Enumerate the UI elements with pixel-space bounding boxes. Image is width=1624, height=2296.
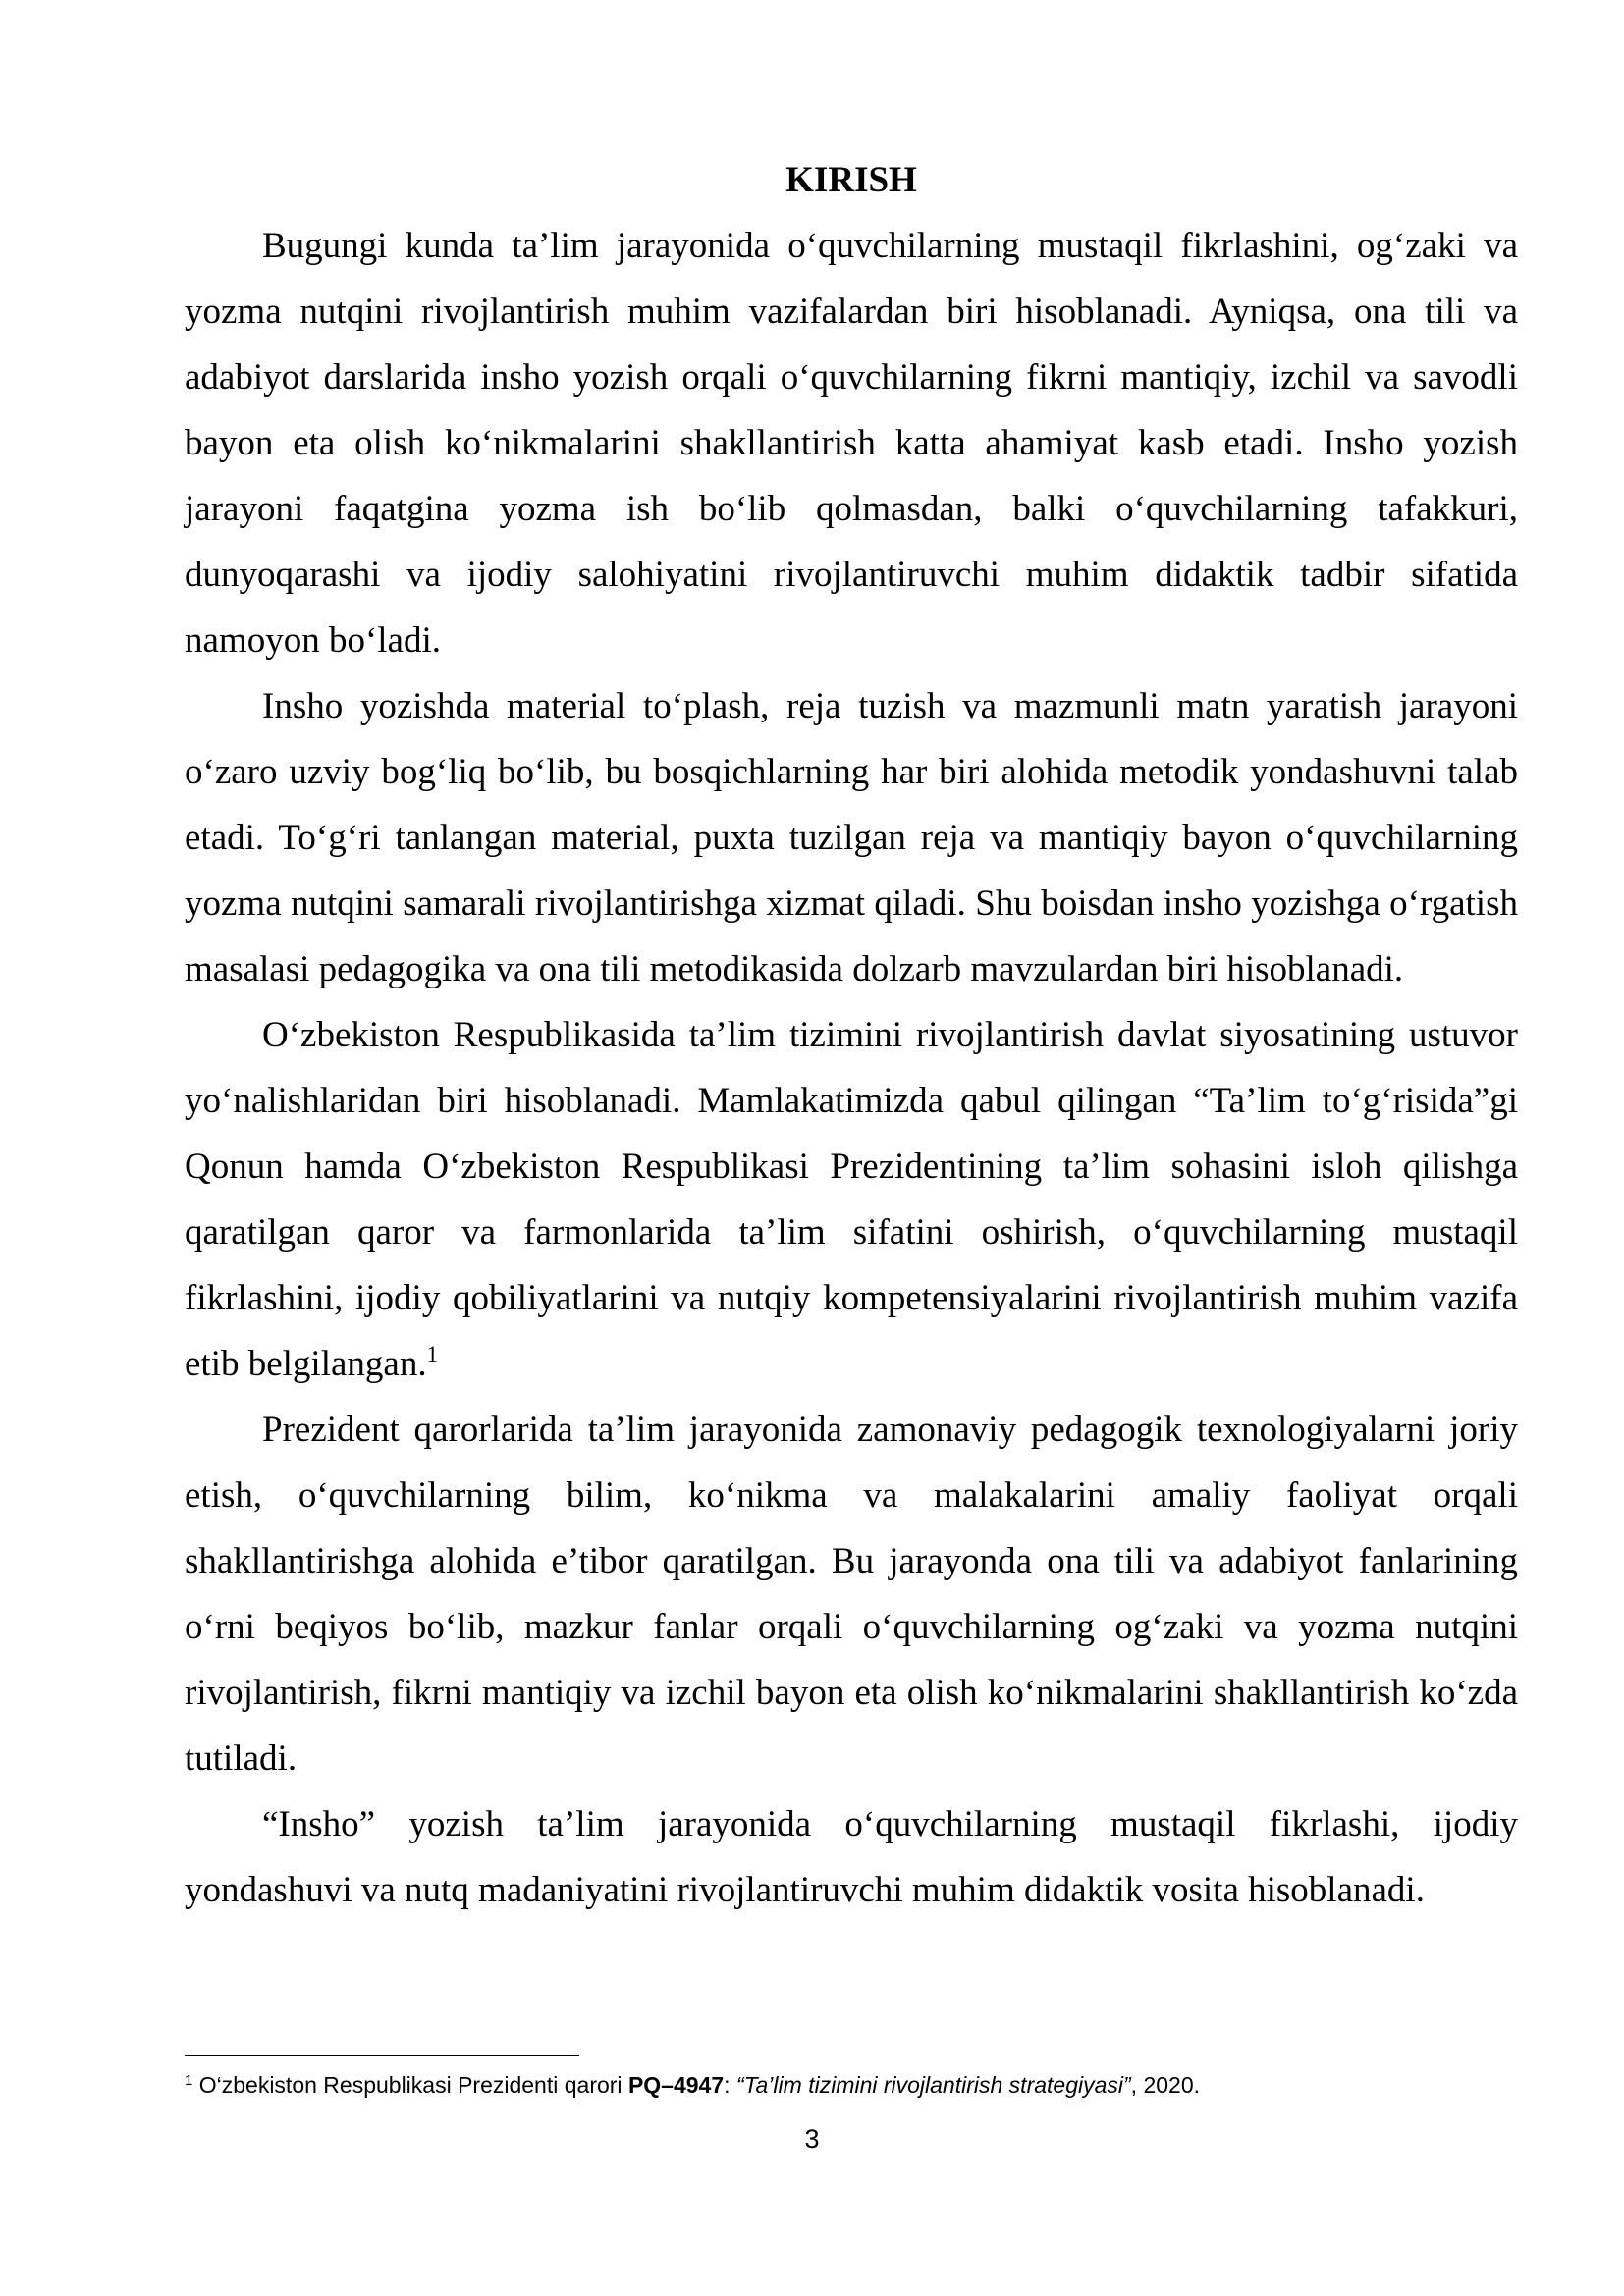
- footnote-mark: 1: [185, 2072, 193, 2089]
- page-number: 3: [804, 2124, 820, 2154]
- paragraph-5: “Insho” yozish ta’lim jarayonida o‘quvchilarning mustaqil fikrlashi, ijodiy yondashuvi va nutq madaniyatini rivojlantiruvchi muhim didaktik vosita hisoblanadi.: [185, 1804, 1518, 1910]
- footnote-text: O‘zbekiston Respublikasi Prezidenti qarori: [192, 2072, 628, 2098]
- footnote: [185, 2069, 1518, 2101]
- paragraph-3: [185, 1002, 1518, 1397]
- footnote-separator-text: :: [724, 2072, 736, 2098]
- footnote-decree-number: PQ–4947: [627, 2072, 725, 2098]
- footnote-reference[interactable]: 1: [426, 1342, 439, 1366]
- paragraph-1: Bugungi kunda ta’lim jarayonida o‘quvchilarning mustaqil fikrlashini, og‘zaki va yozma nutqini rivojlantirish muhim vazifalardan biri hisoblanadi. Ayniqsa, ona tili va adabiyot darslarida insho yozish orqali o‘quvchilarning fikrni mantiqiy, izchil va savodli bayon eta olish ko‘nikmalarini shakllantirish katta ahamiyat kasb etadi. Insho yozish jarayoni faqatgina yozma ish bo‘lib qolmasdan, balki o‘quvchilarning tafakkuri, dunyoqarashi va ijodiy salohiyatini rivojlantiruvchi muhim didaktik tadbir sifatida namoyon bo‘ladi.: [185, 226, 1518, 661]
- footnote-title: “Ta’lim tizimini rivojlantirish strategiyasi”: [735, 2072, 1131, 2098]
- page-heading: KIRISH: [785, 160, 917, 200]
- paragraph-4: Prezident qarorlarida ta’lim jarayonida zamonaviy pedagogik texnologiyalarni joriy etish, o‘quvchilarning bilim, ko‘nikma va malakalarini amaliy faoliyat orqali shakllantirishga alohida e’tibor qaratilgan. Bu jarayonda ona tili va adabiyot fanlarining o‘rni beqiyos bo‘lib, mazkur fanlar orqali o‘quvchilarning og‘zaki va yozma nutqini rivojlantirish, fikrni mantiqiy va izchil bayon eta olish ko‘nikmalarini shakllantirish ko‘zda tutiladi.: [185, 1410, 1518, 1779]
- footnote-year: , 2020.: [1130, 2072, 1201, 2098]
- footnote-separator: [185, 2055, 579, 2056]
- body-text: [185, 147, 1518, 1923]
- paragraph-2: Insho yozishda material to‘plash, reja tuzish va mazmunli matn yaratish jarayoni o‘zaro uzviy bog‘liq bo‘lib, bu bosqichlarning har biri alohida metodik yondashuvni talab etadi. To‘g‘ri tanlangan material, puxta tuzilgan reja va mantiqiy bayon o‘quvchilarning yozma nutqini samarali rivojlantirishga xizmat qiladi. Shu boisdan insho yozishga o‘rgatish masalasi pedagogika va ona tili metodikasida dolzarb mavzulardan biri hisoblanadi.: [185, 686, 1518, 989]
- paragraph-3-text: O‘zbekiston Respublikasida ta’lim tizimini rivojlantirish davlat siyosatining ustuvor yo‘nalishlaridan biri hisoblanadi. Mamlakatimizda qabul qilingan “Ta’lim to‘g‘risida”gi Qonun hamda O‘zbekiston Respublikasi Prezidentining ta’lim sohasini isloh qilishga qaratilgan qaror va farmonlarida ta’lim sifatini oshirish, o‘quvchilarning mustaqil fikrlashini, ijodiy qobiliyatlarini va nutqiy kompetensiyalarini rivojlantirish muhim vazifa etib belgilangan.: [185, 1015, 1518, 1384]
